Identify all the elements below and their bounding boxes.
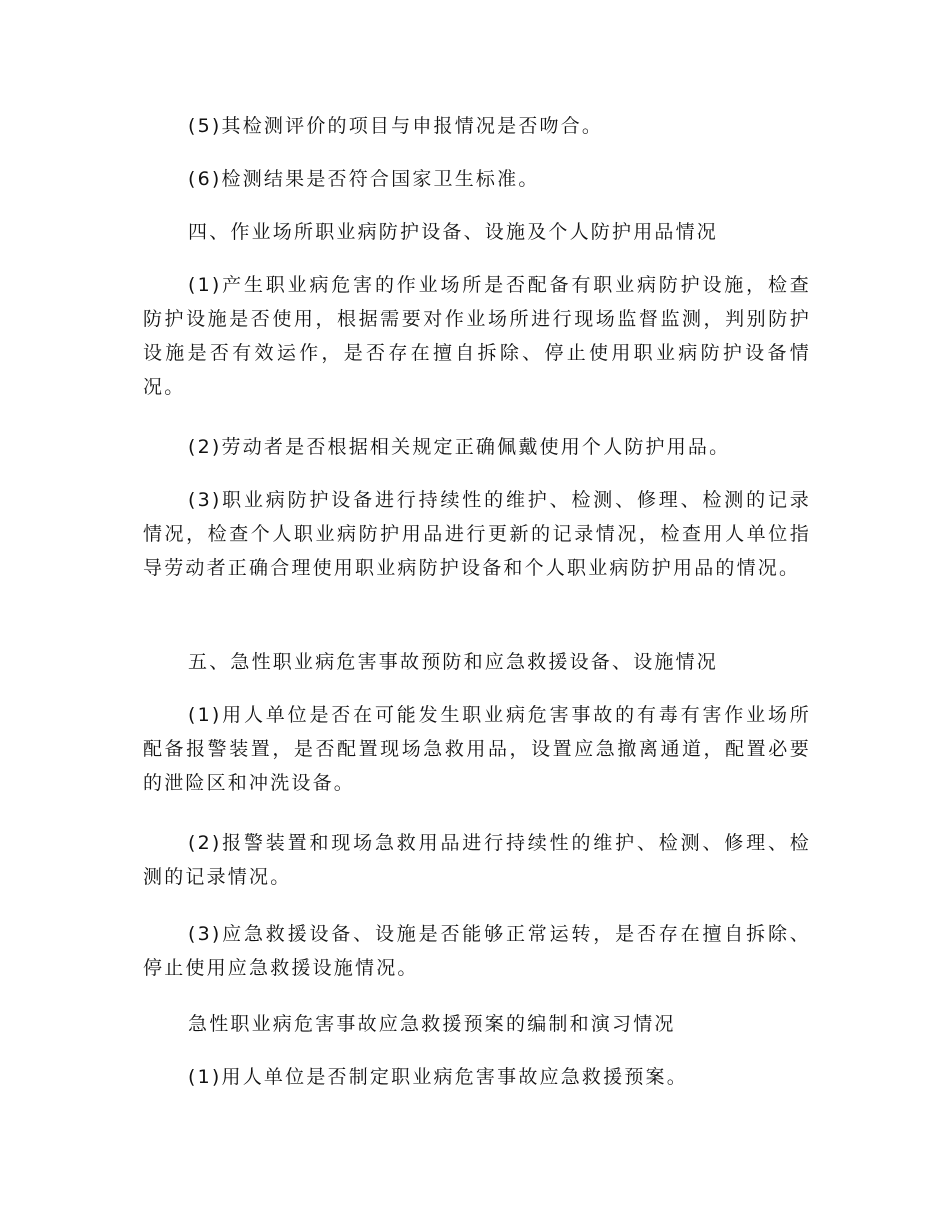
paragraph-emergency-3: (3)应急救援设备、设施是否能够正常运转，是否存在擅自拆除、停止使用应急救援设施情况。 xyxy=(143,923,811,979)
paragraph-plan-1: (1)用人单位是否制定职业病危害事故应急救援预案。 xyxy=(188,1066,688,1088)
section-heading-5: 五、急性职业病危害事故预防和应急救援设备、设施情况 xyxy=(188,651,719,673)
paragraph-item-6: (6)检测结果是否符合国家卫生标准。 xyxy=(188,168,540,190)
section-heading-plan: 急性职业病危害事故应急救援预案的编制和演习情况 xyxy=(188,1013,676,1035)
paragraph-protection-2: (2)劳动者是否根据相关规定正确佩戴使用个人防护用品。 xyxy=(188,436,731,458)
paragraph-protection-3: (3)职业病防护设备进行持续性的维护、检测、修理、检测的记录情况，检查个人职业病防护用品进行更新的记录情况，检查用人单位指导劳动者正确合理使用职业病防护设备和个人职业病防护用品的情况。 xyxy=(143,489,811,579)
paragraph-emergency-2: (2)报警装置和现场急救用品进行持续性的维护、检测、修理、检测的记录情况。 xyxy=(143,832,811,888)
paragraph-item-5: (5)其检测评价的项目与申报情况是否吻合。 xyxy=(188,115,604,137)
section-heading-4: 四、作业场所职业病防护设备、设施及个人防护用品情况 xyxy=(188,221,719,243)
paragraph-emergency-1: (1)用人单位是否在可能发生职业病危害事故的有毒有害作业场所配备报警装置，是否配置现场急救用品，设置应急撤离通道，配置必要的泄险区和冲洗设备。 xyxy=(143,704,811,794)
paragraph-protection-1: (1)产生职业病危害的作业场所是否配备有职业病防护设施，检查防护设施是否使用，根据需要对作业场所进行现场监督监测，判别防护设施是否有效运作，是否存在擅自拆除、停止使用职业病防护设备情况。 xyxy=(143,274,811,398)
